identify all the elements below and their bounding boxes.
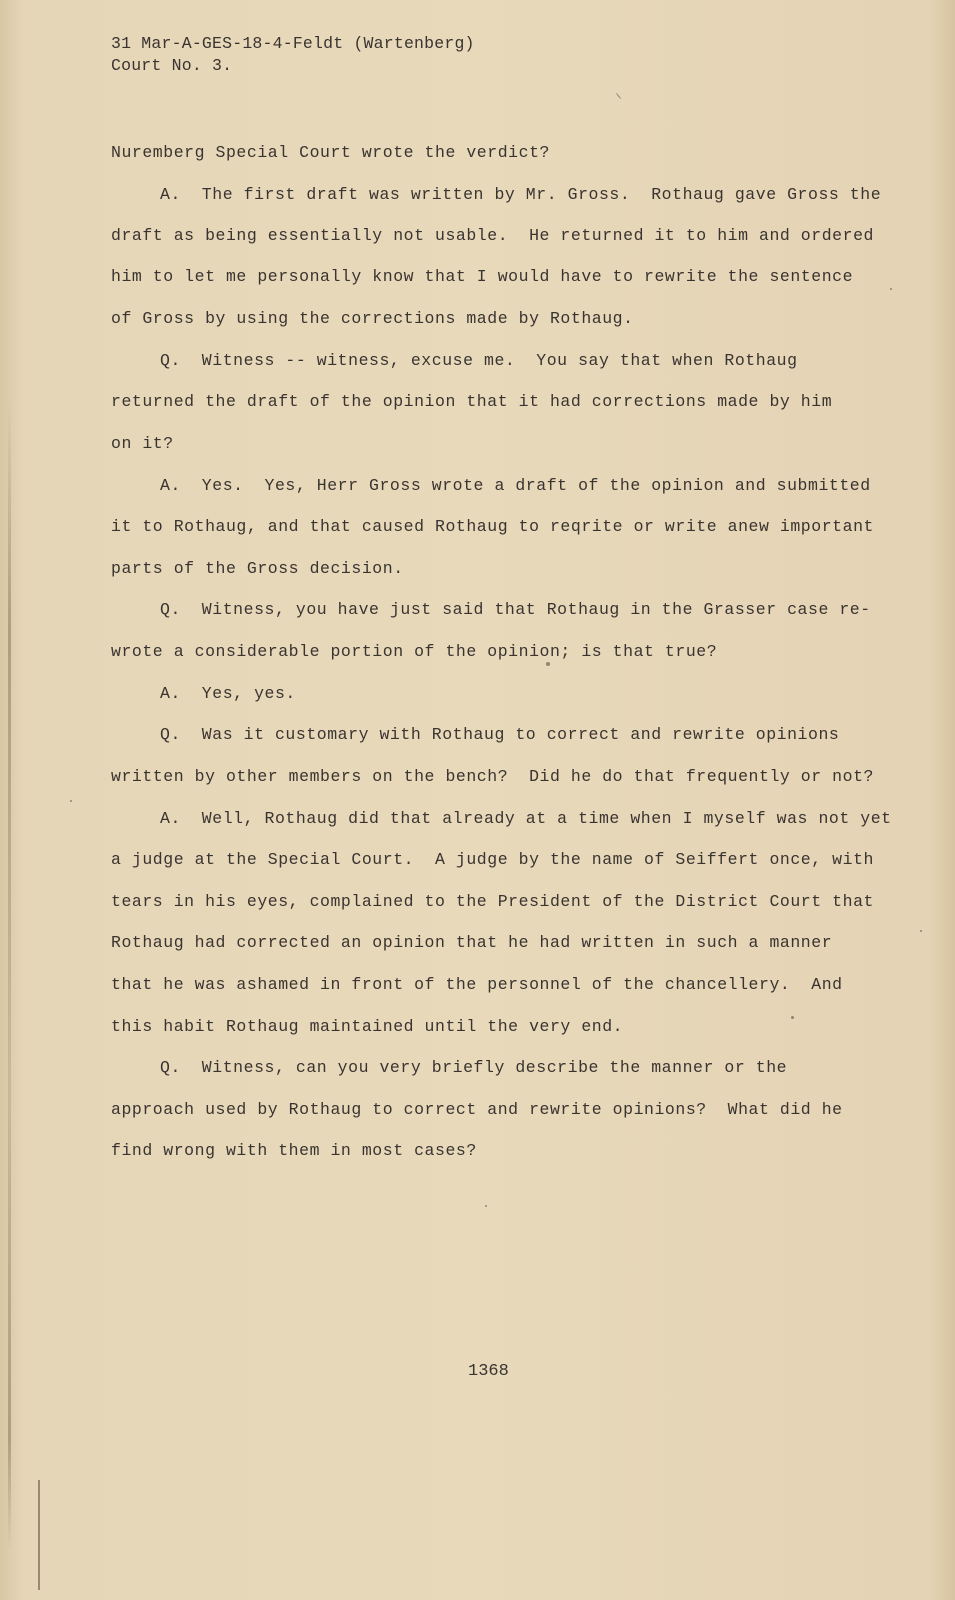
body-line: Q. Witness -- witness, excuse me. You say that when Rothaug <box>160 351 798 370</box>
body-line: returned the draft of the opinion that it had corrections made by him <box>111 392 833 411</box>
body-line: written by other members on the bench? Did he do that frequently or not? <box>111 767 874 786</box>
body-line: this habit Rothaug maintained until the very end. <box>111 1017 624 1036</box>
body-line: tears in his eyes, complained to the President of the District Court that <box>111 892 874 911</box>
paper-mark <box>920 930 922 932</box>
body-line: A. Yes, yes. <box>160 684 296 703</box>
body-line: Nuremberg Special Court wrote the verdict? <box>111 143 550 162</box>
page-edge-shadow <box>8 400 11 1550</box>
header-line-2: Court No. 3. <box>111 56 233 75</box>
body-line: a judge at the Special Court. A judge by the name of Seiffert once, with <box>111 850 874 869</box>
page-edge-mark <box>38 1480 40 1590</box>
paper-mark <box>485 1205 487 1207</box>
body-line: approach used by Rothaug to correct and rewrite opinions? What did he <box>111 1100 843 1119</box>
paper-mark <box>890 288 892 290</box>
body-line: of Gross by using the corrections made by Rothaug. <box>111 309 634 328</box>
body-line: Q. Witness, can you very briefly describe the manner or the <box>160 1058 788 1077</box>
body-line: A. Yes. Yes, Herr Gross wrote a draft of the opinion and submitted <box>160 476 871 495</box>
body-line: draft as being essentially not usable. He returned it to him and ordered <box>111 226 874 245</box>
paper-mark <box>616 93 622 100</box>
paper-mark <box>791 1016 794 1019</box>
paper-mark <box>70 800 72 802</box>
body-line: A. Well, Rothaug did that already at a time when I myself was not yet <box>160 809 892 828</box>
body-line: that he was ashamed in front of the personnel of the chancellery. And <box>111 975 843 994</box>
body-line: A. The first draft was written by Mr. Gross. Rothaug gave Gross the <box>160 185 882 204</box>
body-line: parts of the Gross decision. <box>111 559 404 578</box>
body-line: Q. Witness, you have just said that Rothaug in the Grasser case re- <box>160 600 871 619</box>
header-line-1: 31 Mar-A-GES-18-4-Feldt (Wartenberg) <box>111 34 475 53</box>
body-line: it to Rothaug, and that caused Rothaug to reqrite or write anew important <box>111 517 874 536</box>
paper-mark <box>546 662 550 666</box>
body-line: him to let me personally know that I would have to rewrite the sentence <box>111 267 854 286</box>
body-line: on it? <box>111 434 174 453</box>
body-line: Q. Was it customary with Rothaug to correct and rewrite opinions <box>160 725 840 744</box>
page-number: 1368 <box>468 1362 509 1381</box>
body-line: find wrong with them in most cases? <box>111 1141 477 1160</box>
body-line: wrote a considerable portion of the opinion; is that true? <box>111 642 718 661</box>
body-line: Rothaug had corrected an opinion that he had written in such a manner <box>111 933 833 952</box>
